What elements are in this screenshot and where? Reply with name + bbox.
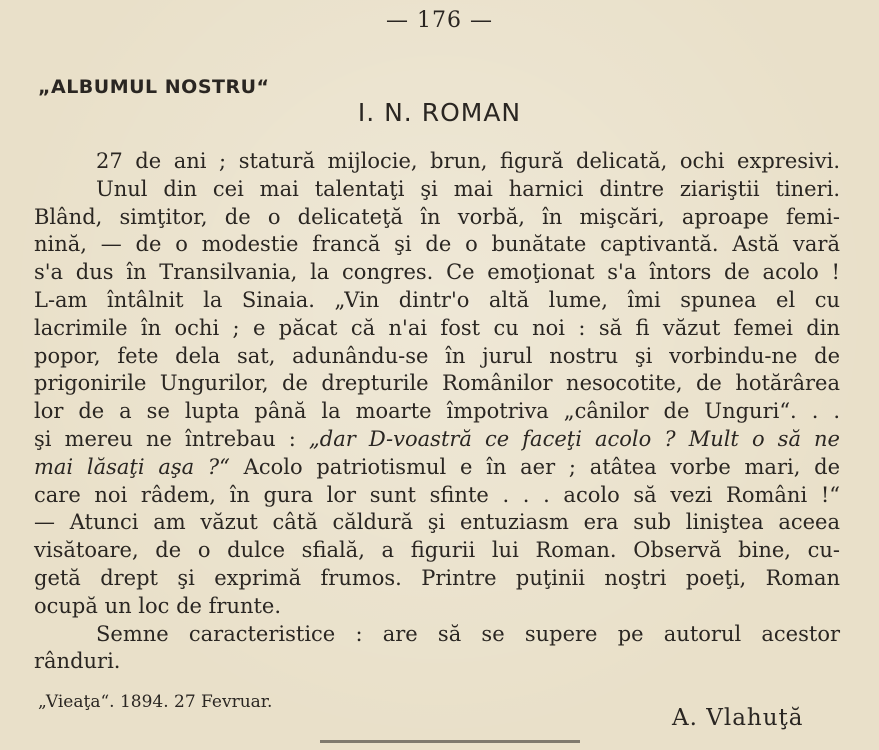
text-line: ocupă un loc de frunte. (34, 593, 282, 618)
text-line: Unul din cei mai talentaţi şi mai harnici dintre ziariştii tineri. (96, 176, 840, 201)
text-line: Semne caracteristice : are să se supere pe autorul acestor (96, 621, 840, 646)
text-line: getă drept şi exprimă frumos. Printre puţinii noştri poeţi, Roman (34, 565, 840, 590)
text-line: care noi râdem, în gura lor sunt sfinte . . . acolo să vezi Români !“ (34, 482, 840, 507)
text-line: 27 de ani ; statură mijlocie, brun, figură delicată, ochi expresivi. (96, 149, 840, 173)
article-title: I. N. ROMAN (357, 98, 522, 127)
text-line: nină, — de o modestie francă şi de o bunătate captivantă. Astă vară (34, 232, 840, 257)
text-line: s'a dus în Transilvania, la congres. Ce emoţionat s'a întors de acolo ! (34, 260, 840, 285)
text-line: lacrimile în ochi ; e păcat că n'ai fost cu noi : să fi văzut femei din (34, 315, 840, 340)
author-signature: A. Vlahuţă (672, 705, 804, 731)
text-line: visătoare, de o dulce sfială, a figurii lui Roman. Observă bine, cu- (34, 538, 840, 563)
text-line: prigonirile Ungurilor, de drepturile Românilor nesocotite, de hotărârea (34, 371, 840, 396)
text-line: Blând, simţitor, de o delicateţă în vorbă, în mişcări, aproape femi- (34, 204, 840, 229)
text-line: L-am întâlnit la Sinaia. „Vin dintr'o altă lume, îmi spunea el cu (34, 287, 840, 312)
text-line: rânduri. (34, 649, 121, 674)
cut-off-next-heading (320, 740, 580, 750)
text-line-mixed (34, 426, 840, 454)
page-number: — 176 — (386, 8, 493, 33)
text-line: popor, fete dela sat, adunându-se în jurul nostru şi vorbindu-ne de (34, 343, 840, 368)
text-fragment: şi mereu ne întrebau : (34, 426, 296, 451)
section-label: „ALBUMUL NOSTRU“ (38, 76, 270, 98)
text-line-mixed (34, 454, 840, 482)
italic-quote: „dar D-voastră ce faceţi acolo ? Mult o să ne (308, 426, 840, 451)
text-line: lor de a se lupta până la moarte împotriva „cânilor de Unguri“. . . (34, 399, 840, 424)
text-fragment: Acolo patriotismul e în aer ; atâtea vorbe mari, de (243, 454, 840, 479)
text-line: — Atunci am văzut câtă căldură şi entuziasm era sub liniştea aceea (34, 510, 840, 535)
italic-quote-end: mai lăsaţi aşa ?“ (34, 454, 230, 479)
article-body (34, 148, 840, 676)
source-citation: „Vieaţa“. 1894. 27 Fevruar. (38, 692, 273, 712)
